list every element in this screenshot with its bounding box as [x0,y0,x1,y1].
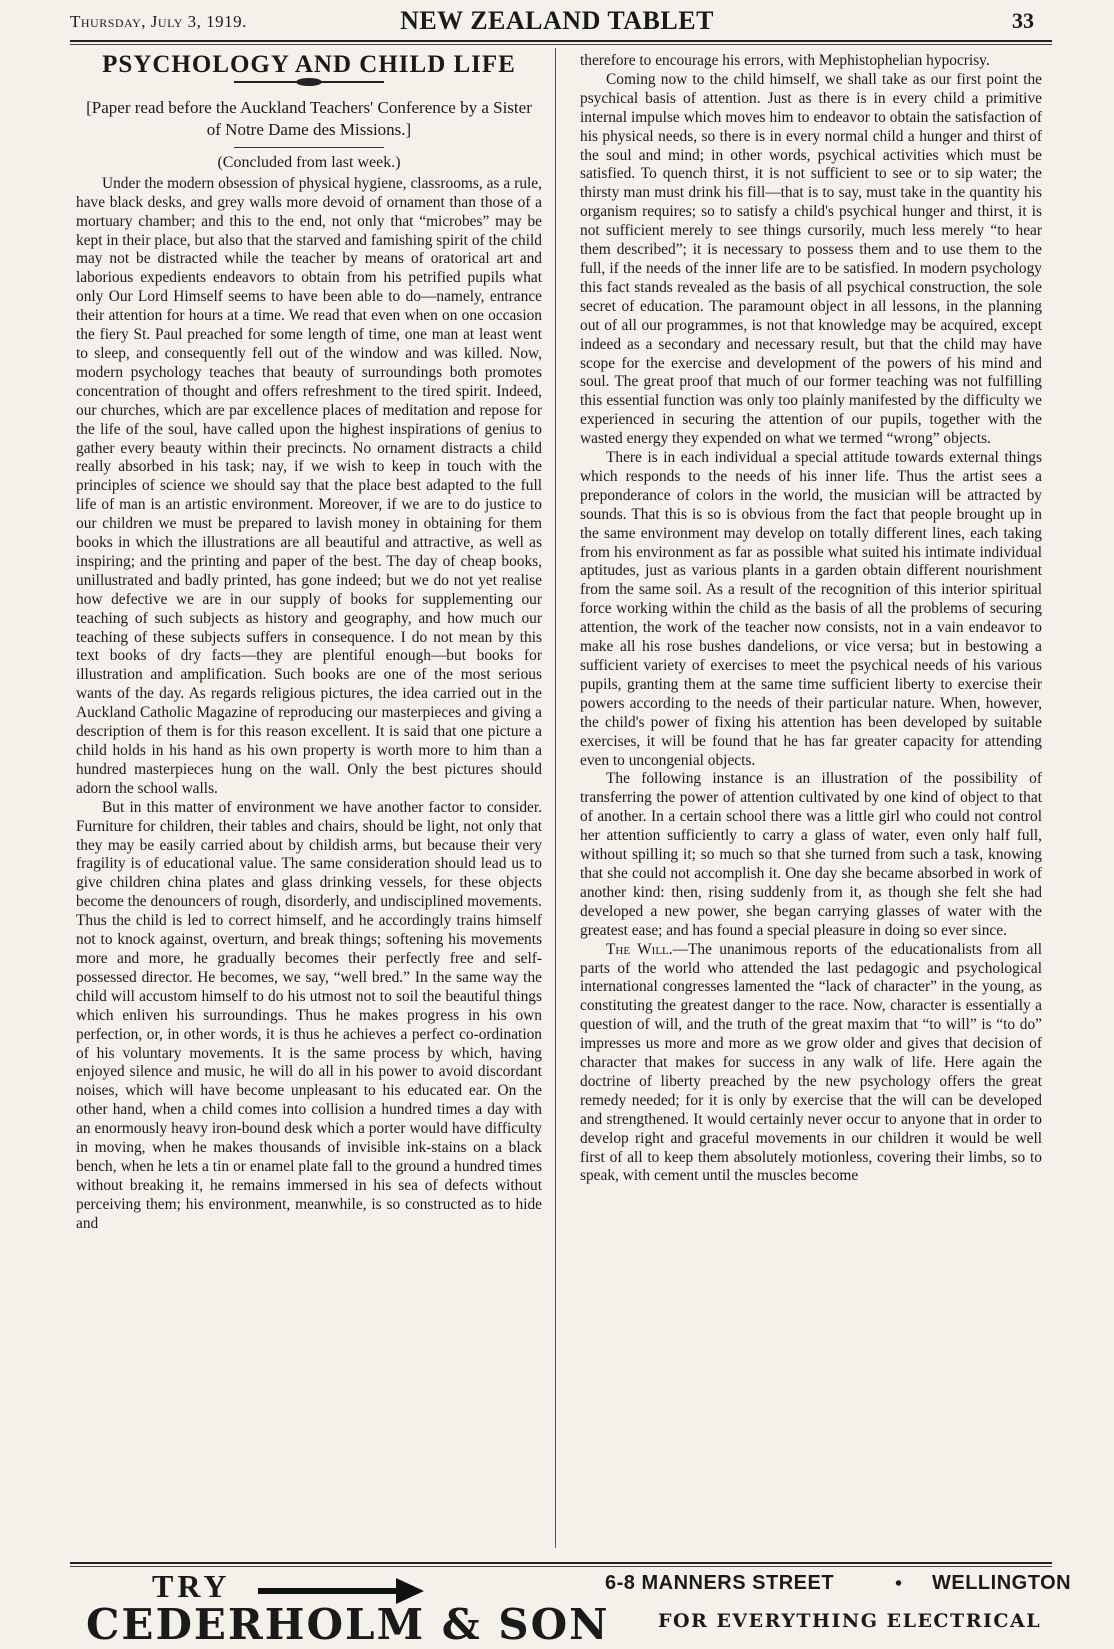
paragraph: The following instance is an illustration of the possibility of transferring the power of attention cultivated by one kind of object to that of another. In a certain school there was a little girl who could not control her attention sufficiently to carry a glass of water, even only half full, without spilling it; so much so that she turned from such a task, knowing that she could not accomplish it. One day she became absorbed in work of another kind: then, rising suddenly from it, as though she felt she had developed a new power, she began carrying glasses of water with the greatest ease; and has found a special pleasure in doing so ever since. [580,770,1042,939]
paragraph: There is in each individual a special attitude towards external things which responds to the needs of his inner life. Thus the artist sees a preponderance of colors in the world, the musician will be attracted by sounds. That this is so is obvious from the fact that people brought up in the same environment may develop on totally different lines, each taking from his environment as far as possible what suited his intimate individual aptitudes, just as various plants in a garden obtain different nourishment from the same soil. As a result of the recognition of this interior spiritual force working within the child as the basis of all the problems of securing attention, the work of the teacher now consists, not in a vain endeavor to make all his rose bushes dandelions, or vice versa; but in bestowing a sufficient variety of exercises to meet the psychical needs of his various pupils, granting them at the same time sufficient liberty to exercise their powers according to the needs of their particular nature. When, however, the child's power of fixing his attention has been developed by suitable exercises, it will be found that he has far greater capacity for attending even to uncongenial objects. [580,449,1042,769]
footer-rule-thin [70,1566,1052,1567]
ad-tagline: FOR EVERYTHING ELECTRICAL [658,1610,1042,1632]
paragraph: Coming now to the child himself, we shall take as our first point the psychical basis of attention. Just as there is in every child a primitive internal impulse which moves him to endeavor to obtain the satisfaction of his physical needs, so there is in every normal child a hunger and thirst of the soul and mind; in other words, psychical activities which must be satisfied. To quench thirst, it is not sufficient to see or to sip water; the thirsty man must drink his fill—that is to say, must take in the quantity his organism requires; so to satisfy a child's psychical hunger and thirst, it is not sufficient merely to see things cursorily, much less merely “to hear them described”; it is necessary to possess them and to use them to the full, if the needs of the inner life are to be satisfied. In modern psychology this fact stands revealed as the basis of all psychical construction, the sole secret of education. The paramount object in all lessons, in the planning out of all our programmes, is not that knowledge may be acquired, except indeed as a secondary and necessary result, but that the child may have scope for the exercise and development of the powers of his mind and soul. The great proof that much of our former teaching was not fulfilling this essential function was only too plainly manifested by the difficulty we experienced in securing the attention of our pupils, together with the wasted energy they expended on what we termed “wrong” objects. [580,70,1042,448]
headline-ornament [234,81,384,83]
masthead-rule [70,40,1052,42]
masthead-rule-thin [70,44,1052,45]
right-column [580,52,1042,1186]
paragraph: Under the modern obsession of physical hygiene, classrooms, as a rule, have black desks, and grey walls more devoid of ornament than those of a mortuary chamber; and this to the end, not only that “microbes” may be kept in their place, but also that the starved and famishing spirit of the child may not be distracted while the teacher by means of oratorical art and laborious expedients endeavors to obtain from his petrified pupils what only Our Lord Himself seems to have been able to do—namely, entrance their attention for hours at a time. We read that even when on one occasion the fiery St. Paul preached for some length of time, one man at least went to sleep, and consequently fell out of the window and was killed. Now, modern psychology teaches that beauty of surroundings both promotes concentration of thought and offers refreshment to the tired spirit. Indeed, our churches, which are par excellence places of meditation and repose for the life of the soul, have called upon the highest inspirations of genius to gather every beauty within their precincts. No ornament distracts a child really absorbed in his task; nay, if we wish to keep in touch with the principles of science we should say that the place best adapted to the full life of man is an artistic environment. Moreover, if we are to do justice to our children we must be prepared to lavish money in obtaining for them books in which the illustrations are all beautiful and attractive, as well as inspiring; and the printing and paper of the best. The day of cheap books, unillustrated and badly printed, has gone indeed; but we do not yet realise how defective we are in our supply of books for supplementing our teaching of such subjects as history and geography, and how much our teaching of these subjects suffers in consequence. I do not mean by this text books of dry facts—they are plentiful enough—but books for illustration and amplification. Such books are one of the most serious wants of the day. As regards religious pictures, the idea carried out in the Auckland Catholic Magazine of reproducing our masterpieces and giving a description of them is for this reason excellent. It is said that one picture a child holds in his hand as his own property is worth more to him than a hundred masterpieces hung on the wall. Only the best pictures should adorn the school walls. [76,174,542,797]
issue-date: Thursday, July 3, 1919. [70,12,247,31]
article-subhead: [Paper read before the Auckland Teachers' Conference by a Sister of Notre Dame des Missions.] [86,97,532,139]
ad-company-name: CEDERHOLM & SON [86,1600,610,1649]
paragraph [580,941,1042,1187]
column-divider [555,48,556,1548]
paragraph-text: —The unanimous reports of the educationalists from all parts of the world who attended the last pedagogic and psychological international congresses lamented the “lack of character” in the young, as constituting the greatest danger to the race. Now, character is essentially a question of will, and the truth of the great maxim that “to will” is “to do” impresses us more and more as we grow older and gives that decision of character that makes for success in any walk of life. Here again the doctrine of liberty preached by the new psychology offers the great remedy needed; for it is only by exercise that the will can be developed and strengthened. It would certainly never occur to anyone that in order to develop right and graceful movements in our children it would be well first of all to keep them absolutely motionless, covering their limbs, so to speak, with cement until the muscles become [580,940,1043,1185]
ad-address: 6-8 MANNERS STREET [605,1572,835,1594]
section-lead: The Will. [606,940,673,958]
newspaper-title: NEW ZEALAND TABLET [400,6,714,35]
page-number: 33 [1012,8,1034,33]
paragraph: But in this matter of environment we have another factor to consider. Furniture for children, their tables and chairs, should be light, not only that they may be easily carried about by childish arms, but because their very fragility is of educational value. The same consideration should lead us to give children china plates and glass drinking vessels, for these objects become the denouncers of rough, disorderly, and undisciplined movements. Thus the child is led to correct himself, and he accordingly trains himself not to knock against, overturn, and break things; softening his movements more and more, he gradually becomes their perfectly free and self-possessed director. He becomes, we say, “well bred.” In the same way the child will accustom himself to do his utmost not to soil the beautiful things which enliven his surroundings. Thus he makes progress in his own perfection, or, in other words, it is thus he achieves a perfect co-ordination of his voluntary movements. It is the same process by which, having enjoyed silence and music, he will do all in his power to avoid discordant noises, which will have become unpleasant to his educated ear. On the other hand, when a child comes into collision a hundred times a day with an enormously heavy iron-bound desk which a porter would have difficulty in moving, when he makes thousands of invisible ink-stains on a black bench, when he lets a tin or enamel plate fall to the ground a hundred times without breaking it, he remains immersed in his sea of defects without perceiving them; his environment, meanwhile, is so constructed as to hide and [76,798,542,1232]
paragraph: therefore to encourage his errors, with Mephistophelian hypocrisy. [580,52,990,69]
footer-rule [70,1562,1052,1564]
subhead-rule [234,147,384,148]
masthead [62,8,1052,38]
left-column [76,52,542,1234]
article-headline: PSYCHOLOGY AND CHILD LIFE [102,51,516,78]
ad-try: TRY [152,1568,231,1604]
continuation-note: (Concluded from last week.) [217,153,401,171]
arrow-icon [258,1588,398,1594]
ad-separator: • [895,1573,903,1595]
ad-city: WELLINGTON [932,1572,1072,1594]
